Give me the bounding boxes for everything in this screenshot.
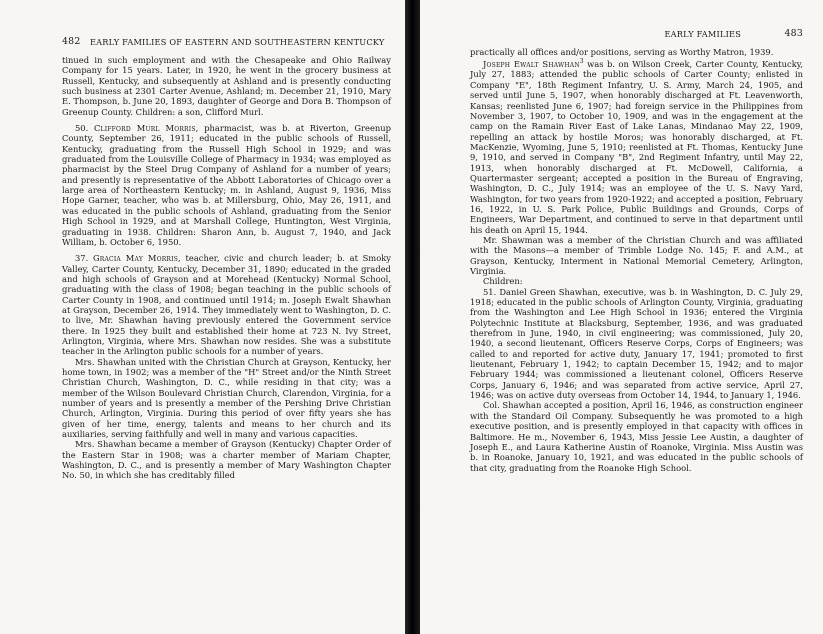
left-page [0, 0, 405, 634]
left-running-title: EARLY FAMILIES OF EASTERN AND SOUTHEASTERN KENTUCKY [90, 37, 385, 47]
paragraph: Col. Shawhan accepted a position, April 16, 1946, as construction engineer with the Standard Oil Company. Subsequently he was promoted to a high executive position, and is presently employed in that capacity with offices in Baltimore. He m., November 6, 1943, Miss Jessie Lee Austin, a daughter of Joseph E., and Laura Katherine Austin of Roanoke, Virginia. Miss Austin was b. in Roanoke, January 10, 1921, and was educated in the public schools of that city, graduating from the Roanoke High School. [470, 400, 803, 473]
right-page [420, 0, 823, 634]
entry-name: Joseph Ewalt Shawhan [483, 59, 580, 70]
paragraph-entry-37: 37. Gracia May Morris, teacher, civic and church leader; b. at Smoky Valley, Carter County, Kentucky, December 31, 1890; educated in the graded and high schools of Grayson and at Morehead (Kentucky) Normal School, graduating with the class of 1908; began teaching in the public schools of Carter County in 1908, and continued until 1914; m. Joseph Ewalt Shawhan at Grayson, December 26, 1914. They immediately went to Washington, D. C. to live, Mr. Shawhan having previously entered the Government service there. In 1925 they built and established their home at 723 N. Ivy Street, Arlington, Virginia, where Mrs. Shawhan now resides. She was a substitute teacher in the Arlington public schools for a number of years. [62, 253, 391, 357]
right-running-title: EARLY FAMILIES [664, 29, 741, 39]
paragraph: Mrs. Shawhan united with the Christian Church at Grayson, Kentucky, her home town, in 1902; was a member of the "H" Street and/or the Ninth Street Christian Church, Washington, D. C., while residing in that city; was a member of the Wilson Boulevard Christian Church, Clarendon, Virginia, for a number of years and is presently a member of the Pershing Drive Christian Church, Arlington, Virginia. During this period of over fifty years she has given of her time, energy, talents and means to her church and its auxiliaries, serving faithfully and well in many and various capacities. [62, 356, 391, 440]
paragraph-children-label: Children: [483, 276, 523, 287]
paragraph: tinued in such employment and with the Chesapeake and Ohio Railway Company for 15 years. Later, in 1920, he went in the grocery business at Russell, Kentucky, and subsequently at Ashland and is presently conducting such business at 2301 Carter Avenue, Ashland; m. December 21, 1910, Mary E. Thompson, b. June 20, 1893, daughter of George and Dora B. Thompson of Greenup County. Children: a son, Clifford Murl. [62, 55, 391, 117]
paragraph-entry-50: 50. Clifford Murl Morris, pharmacist, was b. at Riverton, Greenup County, September 26, 1911; educated in the public schools of Russell, Kentucky, graduating from the Russell High School in 1929; and was graduated from the Louisville College of Pharmacy in 1934; was employed as pharmacist by the Steel Drug Company of Ashland for a number of years; and presently is representative of the Abbott Laboratories of Chicago over a large area of Northeastern Kentucky; m. in Ashland, August 9, 1936, Miss Hope Garner, teacher, who was b. at Millersburg, Ohio, May 26, 1911, and was educated in the public schools of Ashland, graduating from the Senior High School in 1929, and at Marshall College, Huntington, West Virginia, graduating in 1938. Children: Sharon Ann, b. August 7, 1940, and Jack William, b. October 6, 1950. [62, 123, 391, 247]
left-body-text [62, 55, 391, 481]
entry-name: Clifford Murl Morris, [93, 123, 199, 134]
footnote-ref: 3 [579, 58, 584, 66]
left-page-number: 482 [62, 36, 81, 47]
paragraph-entry-51: 51. Daniel Green Shawhan, executive, was b. in Washington, D. C. July 29, 1918; educated in the public schools of Arlington County, Virginia, graduating from the Washington and Lee High School in 1936; entered the Virginia Polytechnic Institute at Blacksburg, September, 1936, and was graduated therefrom in June, 1940, in civil engineering; was commissioned, July 20, 1940, a second lieutenant, Officers Reserve Corps, Corps of Engineers; was called to and reported for active duty, January 17, 1941; promoted to first lieutenant, February 1, 1942; to captain December 15, 1942; and to major February 1944; was commissioned a lieutenant colonel, Officers Reserve Corps, January 6, 1946; and was separated from active service, April 27, 1946; was on active duty overseas from October 14, 1944, to January 1, 1946. [470, 286, 803, 401]
left-running-head [62, 36, 391, 48]
paragraph-entry-shawhan: Joseph Ewalt Shawhan$^3$ was b. on Wilson Creek, Carter County, Kentucky, July 27, 1883; attended the public schools of Carter County; enlisted in Company "E", 18th Regiment Infantry, U. S. Army, March 24, 1905, and served until June 5, 1907, when honorably discharged at Ft. Leavenworth, Kansas; reenlisted June 6, 1907; had foreign service in the Philippines from November 3, 1907, to October 10, 1909, and was in the engagement at the camp on the Ramain River East of Lake Lanas, Mindanao May 22, 1909, repelling an attack by hostile Moros; was honorably discharged, at Ft. MacKenzie, Wyoming, June 5, 1910; reenlisted at Ft. Thomas, Kentucky June 9, 1910, and served in Company "B", 2nd Regiment Infantry, until May 22, 1913, when honorably discharged at Ft. McDowell, California, a Quartermaster sergeant; accepted a position in the Bureau of Engraving, Washington, D. C., July 1914; was an employee of the U. S. Navy Yard, Washington, for two years from 1920-1922; and accepted a position, February 16, 1922, in U. S. Park Police, Public Buildings and Grounds, Corps of Engineers, War Department, and continued to serve in that department until his death on April 15, 1944. [470, 58, 804, 235]
paragraph: practically all offices and/or positions, serving as Worthy Matron, 1939. [470, 47, 774, 57]
entry-name: Gracia May Morris, [92, 253, 181, 264]
right-body-text [470, 47, 803, 473]
right-running-head [470, 28, 803, 40]
book-gutter [405, 0, 420, 634]
paragraph: Mrs. Shawhan became a member of Grayson (Kentucky) Chapter Order of the Eastern Star in 1908; was a charter member of Mariam Chapter, Washington, D. C., and is presently a member of Mary Washington Chapter No. 50, in which she has creditably filled [62, 439, 391, 481]
right-page-number: 483 [784, 28, 803, 39]
paragraph: Mr. Shawman was a member of the Christian Church and was affiliated with the Masons—a member of Trimble Lodge No. 145; F. and A.M., at Grayson, Kentucky, Interment in National Memorial Cemetery, Arlington, Virginia. [470, 234, 803, 276]
